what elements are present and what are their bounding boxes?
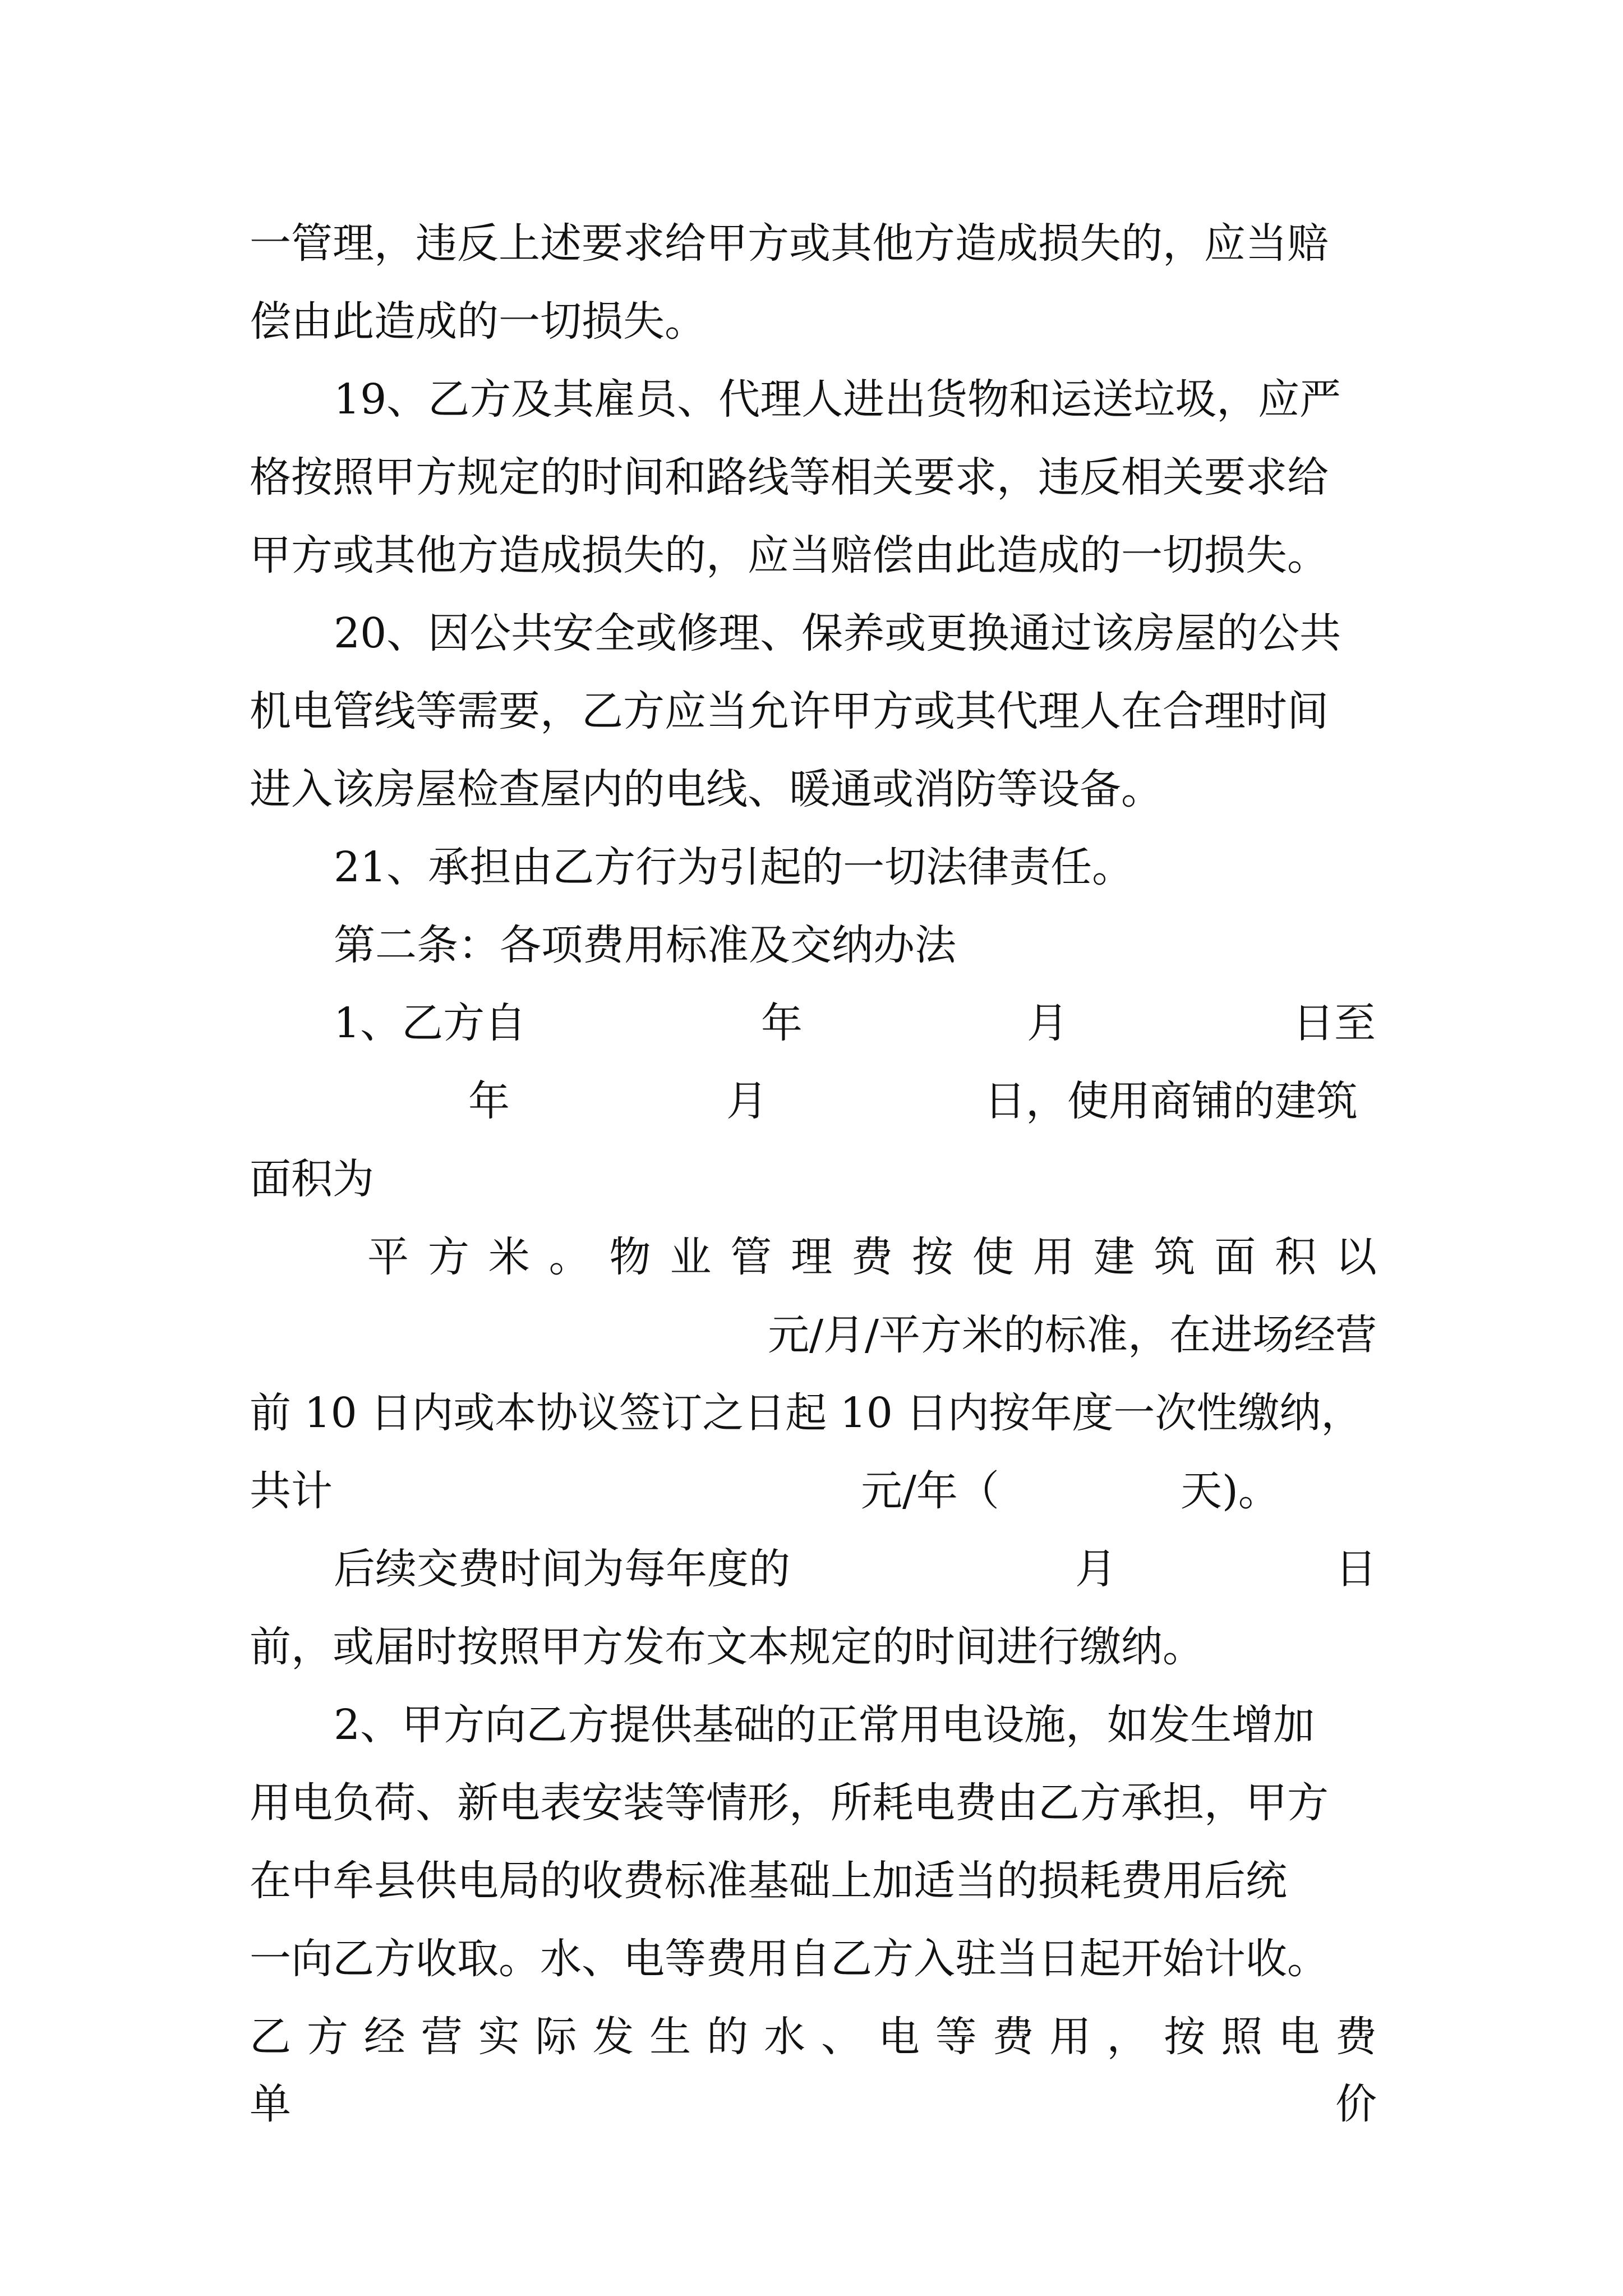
fee-clause-line-1 xyxy=(250,990,1377,1057)
fee-renewal-day-label: 日 xyxy=(1335,1545,1377,1593)
text-line: 机电管线等需要，乙方应当允许甲方或其代理人在合理时间 xyxy=(250,687,1329,735)
power-clause-start: 2、甲方向乙方提供基础的正常用电设施，如发生增加 xyxy=(334,1701,1315,1749)
text-line: 前，或届时按照甲方发布文本规定的时间进行缴纳。 xyxy=(250,1623,1204,1671)
text-line: 一管理，违反上述要求给甲方或其他方造成损失的，应当赔 xyxy=(250,219,1329,268)
text-line: 一向乙方收取。水、电等费用自乙方入驻当日起开始计收。 xyxy=(250,1935,1329,1983)
fee-renewal-line xyxy=(250,1535,1377,1603)
clause-19: 19、乙方及其雇员、代理人进出货物和运送垃圾，应严 xyxy=(334,375,1341,424)
fee-end-day-text: 日，使用商铺的建筑 xyxy=(984,1077,1358,1125)
text-line: 前 10 日内或本协议签订之日起 10 日内按年度一次性缴纳， xyxy=(250,1389,1363,1437)
area-fee-line: 平 方 米 。 物 业 管 理 费 按 使 用 建 筑 面 积 以 xyxy=(367,1233,1377,1281)
fee-days-label: 天)。 xyxy=(1181,1467,1280,1515)
fee-rate-line: 元/月/平方米的标准，在进场经营 xyxy=(768,1311,1377,1359)
text-line: 面积为 xyxy=(250,1155,374,1203)
fee-per-year-label: 元/年（ xyxy=(861,1467,999,1515)
fee-total-prefix: 共计 xyxy=(250,1467,333,1515)
clause-21: 21、承担由乙方行为引起的一切法律责任。 xyxy=(334,843,1134,891)
clause-20: 20、因公共安全或修理、保养或更换通过该房屋的公共 xyxy=(334,609,1341,657)
text-line: 甲方或其他方造成损失的，应当赔偿由此造成的一切损失。 xyxy=(250,531,1329,579)
fee-start-year-label: 年 xyxy=(761,999,803,1047)
fee-start-prefix: 1、乙方自 xyxy=(334,999,527,1047)
fee-end-year-label: 年 xyxy=(468,1077,510,1125)
text-line: 进入该房屋检查屋内的电线、暖通或消防等设备。 xyxy=(250,765,1163,813)
fee-start-month-label: 月 xyxy=(1027,999,1068,1047)
fee-start-day-label: 日至 xyxy=(1293,999,1376,1047)
text-line: 用电负荷、新电表安装等情形，所耗电费由乙方承担，甲方 xyxy=(250,1779,1329,1827)
fee-total-line xyxy=(250,1457,1377,1525)
fee-renewal-month-label: 月 xyxy=(1075,1545,1117,1593)
article-2-heading: 第二条：各项费用标准及交纳办法 xyxy=(334,921,956,969)
fee-clause-line-2 xyxy=(250,1068,1377,1135)
fee-end-month-label: 月 xyxy=(726,1077,768,1125)
text-line: 在中牟县供电局的收费标准基础上加适当的损耗费用后统 xyxy=(250,1857,1287,1905)
text-line: 格按照甲方规定的时间和路线等相关要求，违反相关要求给 xyxy=(250,453,1329,501)
text-line: 乙 方 经 营 实 际 发 生 的 水 、 电 等 费 用 ， 按 照 电 费 单 价 xyxy=(250,2013,1377,2128)
text-line: 偿由此造成的一切损失。 xyxy=(250,297,706,346)
fee-renewal-prefix: 后续交费时间为每年度的 xyxy=(334,1545,790,1593)
